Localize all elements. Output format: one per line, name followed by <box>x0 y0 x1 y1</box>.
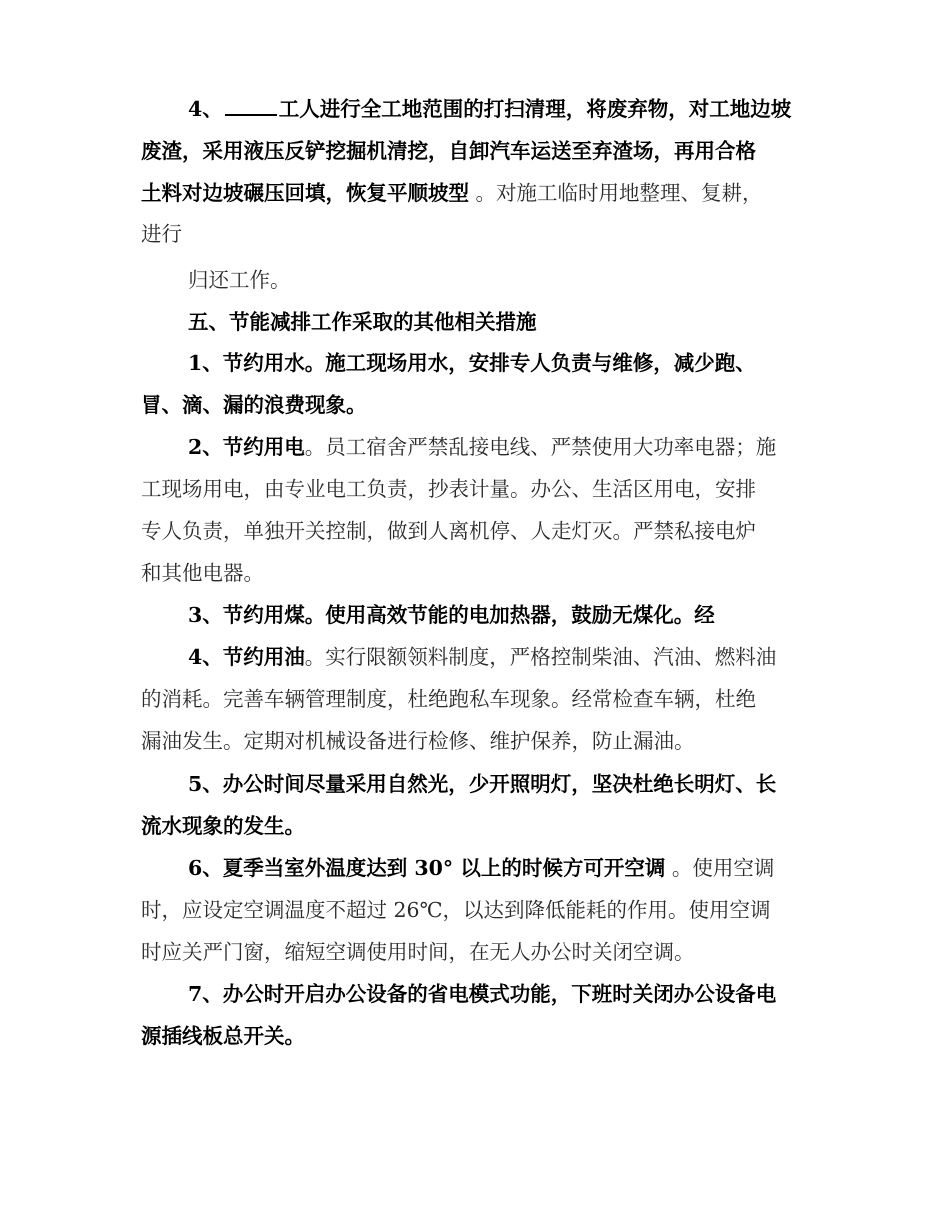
normal-text: 和其他电器。 <box>141 561 264 585</box>
bold-text: 2、节约用电 <box>188 435 305 459</box>
paragraph-line <box>141 219 182 249</box>
normal-text: 时，应设定空调温度不超过 26℃，以达到降低能耗的作用。使用空调 <box>141 898 771 922</box>
bold-text: 源插线板总开关。 <box>141 1024 305 1048</box>
bold-text: 废渣，采用液压反铲挖掘机清挖，自卸汽车运送至弃渣场，再用合格 <box>141 139 756 163</box>
bold-text: 冒、滴、漏的浪费现象。 <box>141 393 367 417</box>
paragraph-line <box>141 390 367 420</box>
paragraph-line <box>188 432 776 462</box>
bold-text: 流水现象的发生。 <box>141 814 305 838</box>
paragraph-line <box>141 558 264 588</box>
paragraph-line <box>141 895 771 925</box>
bold-text: 5、办公时间尽量采用自然光，少开照明灯，坚决杜绝长明灯、长 <box>188 772 777 796</box>
bold-text: 3、节约用煤。使用高效节能的电加热器，鼓励无煤化。经 <box>188 603 715 627</box>
paragraph-line <box>141 811 305 841</box>
bold-text: 1、节约用水。施工现场用水，安排专人负责与维修，减少跑、 <box>188 351 756 375</box>
paragraph-line <box>141 136 756 166</box>
paragraph-line <box>141 516 756 546</box>
paragraph-line <box>188 265 291 295</box>
paragraph-line <box>141 474 756 504</box>
normal-text: 归还工作。 <box>188 268 291 292</box>
normal-text: 。使用空调 <box>665 856 775 880</box>
normal-text: 进行 <box>141 222 182 246</box>
normal-text: 。对施工临时用地整理、复耕， <box>469 181 763 205</box>
normal-text: 时应关严门窗，缩短空调使用时间，在无人办公时关闭空调。 <box>141 940 695 964</box>
bold-text: 6、夏季当室外温度达到 30° 以上的时候方可开空调 <box>188 856 666 880</box>
paragraph-line <box>188 769 776 799</box>
normal-text: 专人负责，单独开关控制，做到人离机停、人走灯灭。严禁私接电炉 <box>141 519 756 543</box>
paragraph-line <box>141 1021 305 1051</box>
bold-text: 4、节约用油 <box>188 645 305 669</box>
bold-text: 4、 <box>188 97 223 121</box>
bold-text: 五、节能减排工作采取的其他相关措施 <box>188 310 537 334</box>
paragraph-line <box>141 178 763 208</box>
fill-in-blank <box>225 96 277 116</box>
normal-text: 的消耗。完善车辆管理制度，杜绝跑私车现象。经常检查车辆，杜绝 <box>141 687 756 711</box>
section-heading <box>188 307 537 337</box>
paragraph-line <box>188 94 791 124</box>
paragraph-line <box>188 600 715 630</box>
normal-text: 。实行限额领料制度，严格控制柴油、汽油、燃料油 <box>304 645 777 669</box>
paragraph-line <box>188 979 776 1009</box>
paragraph-line <box>188 642 776 672</box>
paragraph-line <box>188 853 774 883</box>
paragraph-line <box>141 684 756 714</box>
normal-text: 漏油发生。定期对机械设备进行检修、维护保养，防止漏油。 <box>141 729 695 753</box>
bold-text: 土料对边坡碾压回填，恢复平顺坡型 <box>141 181 469 205</box>
bold-text: 工人进行全工地范围的打扫清理，将废弃物，对工地边坡 <box>278 97 792 121</box>
normal-text: 。员工宿舍严禁乱接电线、严禁使用大功率电器；施 <box>304 435 777 459</box>
paragraph-line <box>188 348 756 378</box>
paragraph-line <box>141 726 695 756</box>
paragraph-line <box>141 937 695 967</box>
normal-text: 工现场用电，由专业电工负责，抄表计量。办公、生活区用电，安排 <box>141 477 756 501</box>
bold-text: 7、办公时开启办公设备的省电模式功能，下班时关闭办公设备电 <box>188 982 777 1006</box>
